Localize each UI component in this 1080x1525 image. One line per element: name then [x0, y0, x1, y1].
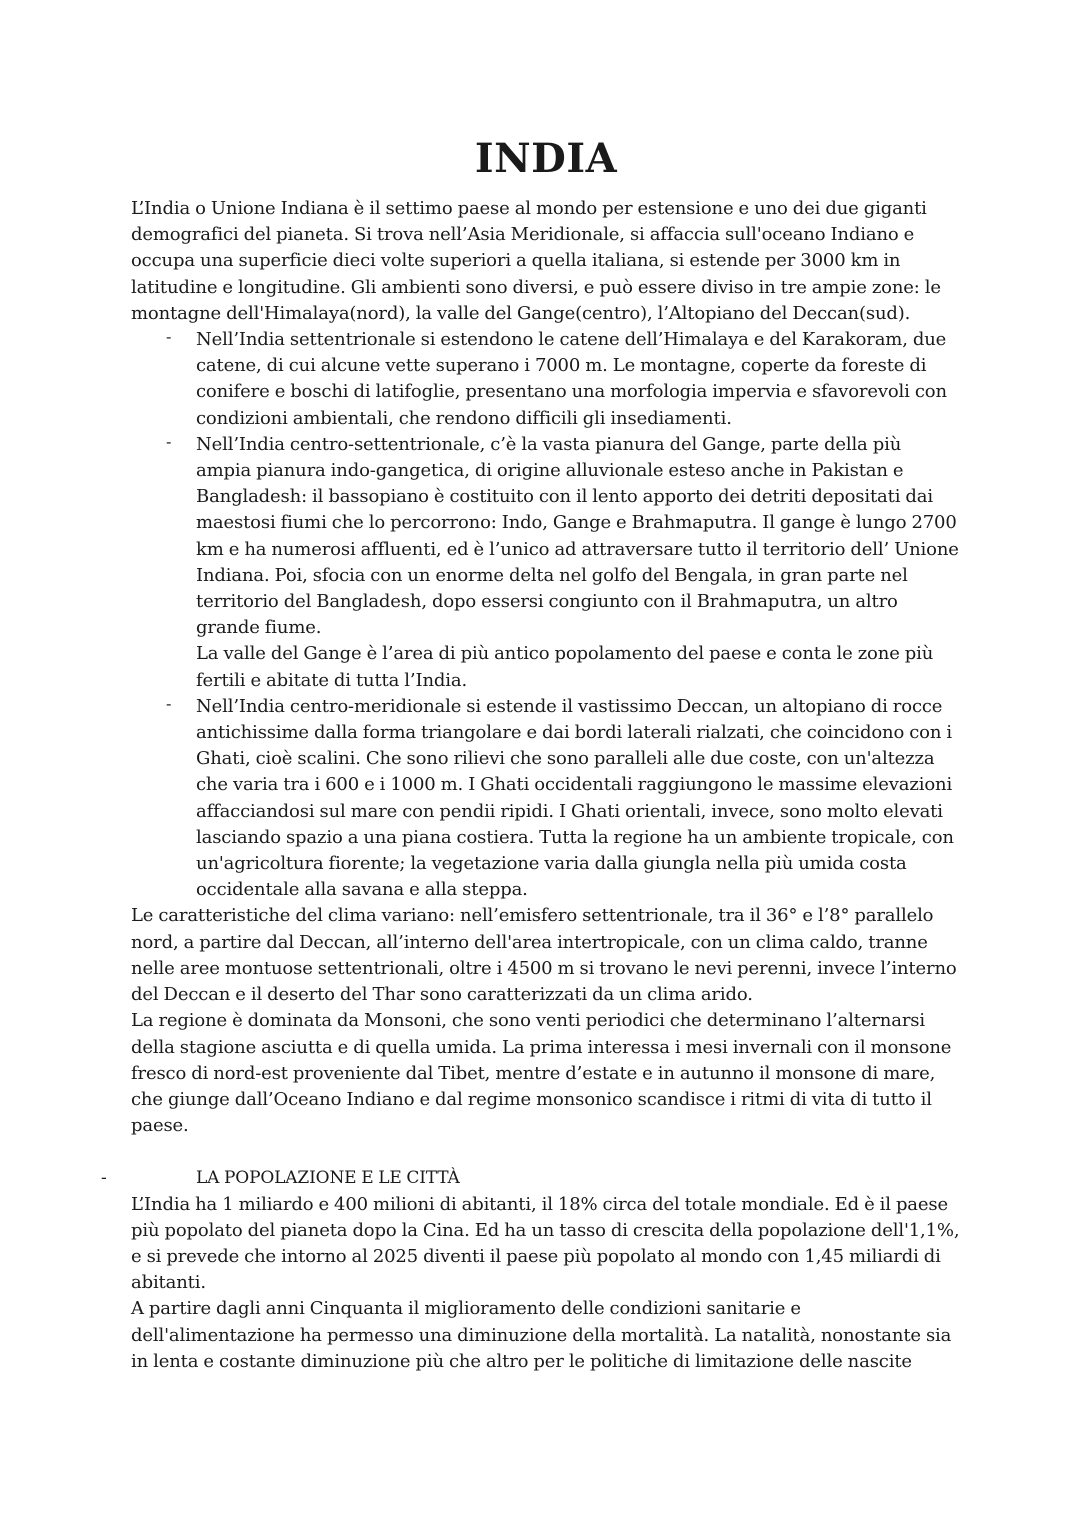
- section-heading-population: [101, 1165, 961, 1191]
- bullet-dash: -: [166, 431, 172, 451]
- region-south-text: Nell’India centro-meridionale si estende il vastissimo Deccan, un altopiano di rocce antichissime dalla forma triangolare e dai bordi laterali rialzati, che coincidono con i Ghati, cioè scalini. Che sono rilievi che sono paralleli alle due coste, con un'altezza che varia tra i 600 e i 1000 m. I Ghati occidentali raggiungono le massime elevazioni affacciandosi sul mare con pendii ripidi. I Ghati orientali, invece, sono molto elevati lasciando spazio a una piana costiera. Tutta la regione ha un ambiente tropicale, con un'agricoltura fiorente; la vegetazione varia dalla giungla nella più umida costa occidentale alla savana e alla steppa.: [196, 695, 954, 901]
- population-paragraph: L’India ha 1 miliardo e 400 milioni di abitanti, il 18% circa del totale mondiale. Ed è il paese più popolato del pianeta dopo la Cina. Ed ha un tasso di crescita della popolazione dell'1,1%, e si prevede che intorno al 2025 diventi il paese più popolato al mondo con 1,45 miliardi di abitanti.: [131, 1193, 960, 1294]
- bullet-dash: -: [101, 1168, 107, 1189]
- list-item: [166, 327, 961, 432]
- page-title: INDIA: [474, 135, 618, 182]
- list-item: [166, 431, 961, 694]
- list-item: [166, 693, 961, 904]
- spacer: [131, 1139, 961, 1165]
- region-north-text: Nell’India settentrionale si estendono le catene dell’Himalaya e del Karakoram, due catene, di cui alcune vette superano i 7000 m. Le montagne, coperte da foreste di conifere e boschi di latifoglie, presentano una morfologia impervia e sfavorevoli con condizioni ambientali, che rendono difficili gli insediamenti.: [196, 329, 947, 429]
- regions-list: [131, 327, 961, 903]
- climate-paragraph: Le caratteristiche del clima variano: nell’emisfero settentrionale, tra il 36° e l’8° parallelo nord, a partire dal Deccan, all’interno dell'area intertropicale, con un clima caldo, tranne nelle aree montuose settentrionali, oltre i 4500 m si trovano le nevi perenni, invece l’interno del Deccan e il deserto del Thar sono caratterizzati da un clima arido.: [131, 905, 957, 1006]
- monsoon-paragraph: La regione è dominata da Monsoni, che sono venti periodici che determinano l’alternarsi della stagione asciutta e di quella umida. La prima interessa i mesi invernali con il monsone fresco di nord-est proveniente dal Tibet, mentre d’estate e in autunno il monsone di mare, che giunge dall’Oceano Indiano e dal regime monsonico scandisce i ritmi di vita di tutto il paese.: [131, 1010, 952, 1137]
- document-page: [101, 128, 961, 1375]
- mortality-paragraph: A partire dagli anni Cinquanta il miglioramento delle condizioni sanitarie e dell'alimentazione ha permesso una diminuzione della mortalità. La natalità, nonostante sia in lenta e costante diminuzione più che altro per le politiche di limitazione delle nascite: [131, 1298, 952, 1372]
- section-heading-label: LA POPOLAZIONE E LE CITTÀ: [196, 1168, 460, 1189]
- intro-paragraph: L’India o Unione Indiana è il settimo paese al mondo per estensione e uno dei due giganti demografici del pianeta. Si trova nell’Asia Meridionale, si affaccia sull'oceano Indiano e occupa una superficie dieci volte superiori a quella italiana, si estende per 3000 km in latitudine e longitudine. Gli ambienti sono diversi, e può essere diviso in tre ampie zone: le montagne dell'Himalaya(nord), la valle del Gange(centro), l’Altopiano del Deccan(sud).: [131, 198, 941, 324]
- bullet-dash: -: [166, 327, 172, 347]
- region-center-text: Nell’India centro-settentrionale, c’è la vasta pianura del Gange, parte della più ampia pianura indo-gangetica, di origine alluvionale esteso anche in Pakistan e Bangladesh: il bassopiano è costituito con il lento apporto dei detriti depositati dai maestosi fiumi che lo percorrono: Indo, Gange e Brahmaputra. Il gange è lungo 2700 km e ha numerosi affluenti, ed è l’unico ad attraversare tutto il territorio dell’ Unione Indiana. Poi, sfocia con un enorme delta nel golfo del Bengala, in gran parte nel territorio del Bangladesh, dopo essersi congiunto con il Brahmaputra, un altro grande fiume.: [196, 433, 959, 639]
- region-center-text-2: La valle del Gange è l’area di più antico popolamento del paese e conta le zone più fertili e abitate di tutta l’India.: [196, 643, 934, 691]
- bullet-dash: -: [166, 693, 172, 713]
